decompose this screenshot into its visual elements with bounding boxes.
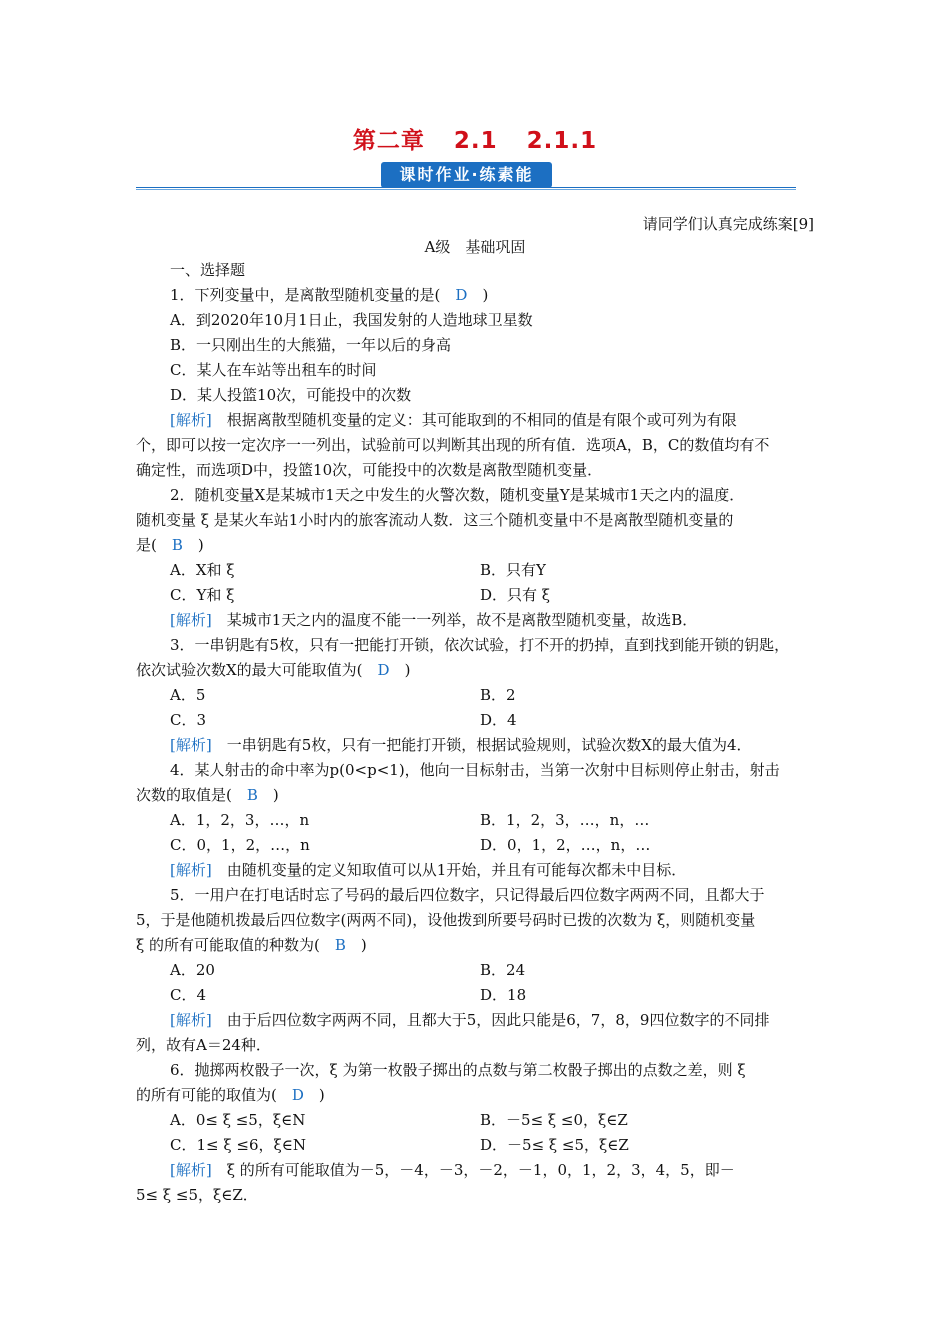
q6-options-row-2 [136,1133,816,1158]
q1-analysis: [解析] 根据离散型随机变量的定义：其可能取到的不相同的值是有限个或可列为有限 [170,411,737,429]
practice-note: 请同学们认真完成练案[9] [642,215,814,233]
q5-options-row-2 [136,983,816,1008]
level-heading: A级 基础巩固 [424,238,526,256]
analysis-tag: [解析] [170,411,212,429]
q3-option-c: C．3 [170,711,207,729]
question-5-stem-line3: ξ 的所有可能取值的种数为( B ) [136,936,367,954]
question-list [136,258,816,1208]
q6-option-d: D．－5≤ ξ ≤5，ξ∈Z [480,1136,629,1154]
q5-option-b: B．24 [480,961,526,979]
section-title: 一、选择题 [170,261,246,279]
q2-option-d: D．只有 ξ [480,586,551,604]
answer-4: B [246,786,258,804]
q4-option-b: B．1，2，3，…，n，… [480,811,650,829]
q1-option-c: C．某人在车站等出租车的时间 [170,361,377,379]
answer-1: D [455,286,468,304]
question-6-stem-line2: 的所有可能的取值为( D ) [136,1086,325,1104]
q1-option-b: B．一只刚出生的大熊猫，一年以后的身高 [170,336,452,354]
answer-2: B [171,536,183,554]
q6-option-c: C．1≤ ξ ≤6，ξ∈N [170,1136,306,1154]
question-3-stem: 3．一串钥匙有5枚，只有一把能打开锁，依次试验，打不开的扔掉，直到找到能开锁的钥匙， [170,636,790,654]
q3-option-b: B．2 [480,686,516,704]
q5-analysis: [解析] 由于后四位数字两两不同，且都大于5，因此只能是6，7，8，9四位数字的不同排 [170,1011,770,1029]
answer-3: D [377,661,390,679]
q5-option-d: D．18 [480,986,527,1004]
q4-options-row-1 [136,808,816,833]
q6-analysis-line2: 5≤ ξ ≤5，ξ∈Z． [136,1186,258,1204]
q6-option-a: A．0≤ ξ ≤5，ξ∈N [170,1111,306,1129]
question-6-stem: 6．抛掷两枚骰子一次，ξ 为第一枚骰子掷出的点数与第二枚骰子掷出的点数之差，则 ξ [170,1061,746,1079]
homework-banner: 课时作业·练素能 [381,162,552,188]
question-2-stem-line2: 随机变量 ξ 是某火车站1小时内的旅客流动人数．这三个随机变量中不是离散型随机变量的 [136,511,734,529]
q5-options-row-1 [136,958,816,983]
question-2-stem: 2．随机变量X是某城市1天之中发生的火警次数，随机变量Y是某城市1天之内的温度． [170,486,745,504]
question-5-stem-line2: 5，于是他随机拨最后四位数字(两两不同)，设他拨到所要号码时已拨的次数为 ξ，则随机变量 [136,911,756,929]
q2-options-row-2 [136,583,816,608]
chapter-label: 第二章 [352,128,425,154]
q5-option-a: A．20 [170,961,215,979]
q2-options-row-1 [136,558,816,583]
q4-option-d: D．0，1，2，…，n，… [480,836,651,854]
question-3-stem-line2: 依次试验次数X的最大可能取值为( D ) [136,661,411,679]
page-title [0,122,950,155]
q3-option-d: D．4 [480,711,517,729]
divider-line [136,187,796,188]
question-5-stem: 5．一用户在打电话时忘了号码的最后四位数字，只记得最后四位数字两两不同，且都大于 [170,886,765,904]
q1-analysis-line3: 确定性，而选项D中，投篮10次，可能投中的次数是离散型随机变量． [136,461,603,479]
q5-option-c: C．4 [170,986,207,1004]
q2-option-b: B．只有Y [480,561,546,579]
answer-5: B [334,936,346,954]
q6-analysis: [解析] ξ 的所有可能取值为－5，－4，－3，－2，－1，0，1，2，3，4，5，即－ [170,1161,735,1179]
subsection-number: 2.1.1 [526,128,598,154]
q3-option-a: A．5 [170,686,206,704]
q3-analysis: [解析] 一串钥匙有5枚，只有一把能打开锁，根据试验规则，试验次数X的最大值为4． [170,736,752,754]
q4-options-row-2 [136,833,816,858]
q3-options-row-1 [136,683,816,708]
q1-option-d: D．某人投篮10次，可能投中的次数 [170,386,412,404]
question-4-stem: 4．某人射击的命中率为p(0<p<1)，他向一目标射击，当第一次射中目标则停止射击，射击 [170,761,780,779]
q4-analysis: [解析] 由随机变量的定义知取值可以从1开始，并且有可能每次都未中目标． [170,861,687,879]
q5-analysis-line2: 列，故有A＝24种． [136,1036,271,1054]
question-4-stem-line2: 次数的取值是( B ) [136,786,279,804]
q6-option-b: B．－5≤ ξ ≤0，ξ∈Z [480,1111,628,1129]
q2-analysis: [解析] 某城市1天之内的温度不能一一列举，故不是离散型随机变量，故选B． [170,611,698,629]
q4-option-a: A．1，2，3，…，n [170,811,310,829]
q1-option-a: A．到2020年10月1日止，我国发射的人造地球卫星数 [170,311,533,329]
q2-option-a: A．X和 ξ [170,561,235,579]
q4-option-c: C．0，1，2，…，n [170,836,310,854]
section-number: 2.1 [453,128,498,154]
question-2-stem-line3: 是( B ) [136,536,204,554]
divider-line-secondary [136,189,796,190]
answer-6: D [291,1086,304,1104]
q1-analysis-line2: 个，即可以按一定次序一一列出，试验前可以判断其出现的所有值．选项A，B，C的数值均有不 [136,436,770,454]
q6-options-row-1 [136,1108,816,1133]
q3-options-row-2 [136,708,816,733]
question-1-stem: 1．下列变量中，是离散型随机变量的是( D ) [170,286,489,304]
q2-option-c: C．Y和 ξ [170,586,235,604]
